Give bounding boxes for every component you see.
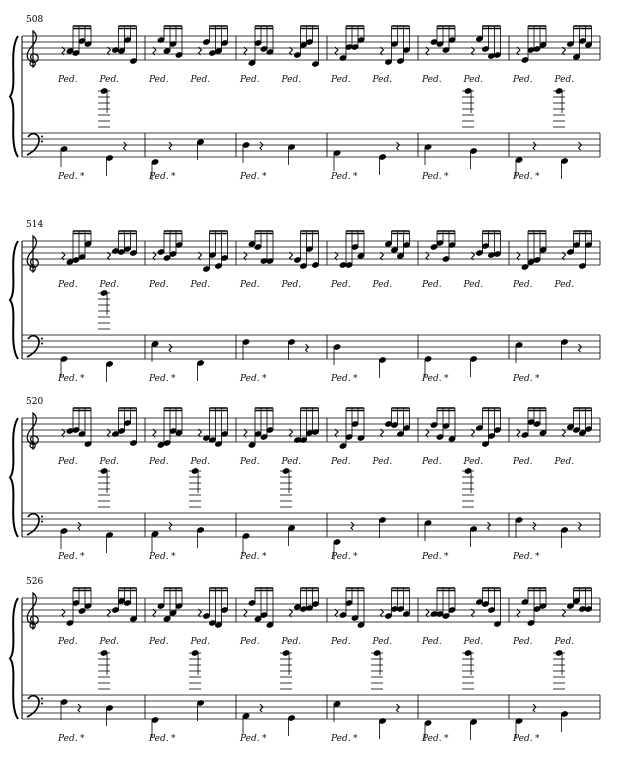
pedal-marking: Ped. xyxy=(240,374,260,384)
bass-clef-dot xyxy=(41,521,43,523)
pedal-marking: Ped. xyxy=(372,637,393,647)
pedal-release-mark: * xyxy=(80,734,85,744)
pedal-release-mark: * xyxy=(444,374,449,384)
pedal-release-mark: * xyxy=(80,172,85,182)
pedal-release-mark: * xyxy=(353,172,358,182)
pedal-marking: Ped. xyxy=(331,172,351,182)
pedal-marking: Ped. xyxy=(240,280,260,290)
bass-clef-dot xyxy=(41,698,43,700)
treble-clef-icon xyxy=(27,31,38,67)
pedal-release-mark: * xyxy=(353,374,358,384)
bass-clef-icon xyxy=(27,514,39,535)
bass-clef-dot xyxy=(41,338,43,340)
pedal-marking: Ped. xyxy=(281,280,302,290)
bass-clef-icon xyxy=(27,336,39,357)
pedal-marking: Ped. xyxy=(331,637,351,647)
pedal-release-mark: * xyxy=(80,374,85,384)
pedal-marking: Ped. xyxy=(149,552,169,562)
score-system xyxy=(10,15,600,182)
pedal-marking: Ped. xyxy=(513,734,533,744)
pedal-release-mark: * xyxy=(171,374,176,384)
pedal-marking: Ped. xyxy=(331,457,351,467)
bass-clef-dot xyxy=(41,343,43,345)
pedal-release-mark: * xyxy=(535,734,540,744)
pedal-marking: Ped. xyxy=(422,637,442,647)
pedal-marking: Ped. xyxy=(513,75,533,85)
rest-symbol xyxy=(124,142,127,150)
rest-symbol xyxy=(78,704,81,712)
grand-staff-brace xyxy=(10,241,18,359)
pedal-marking: Ped. xyxy=(99,457,120,467)
pedal-marking: Ped. xyxy=(331,75,351,85)
bass-clef-dot xyxy=(41,516,43,518)
measure-number: 514 xyxy=(26,220,44,230)
pedal-marking: Ped. xyxy=(422,734,442,744)
pedal-marking: Ped. xyxy=(422,280,442,290)
pedal-marking: Ped. xyxy=(463,637,484,647)
measure-number: 526 xyxy=(26,577,44,587)
pedal-marking: Ped. xyxy=(149,280,169,290)
rest-symbol xyxy=(78,522,81,530)
pedal-release-mark: * xyxy=(262,172,267,182)
grand-staff-brace xyxy=(10,36,18,157)
score-system xyxy=(10,220,600,384)
pedal-marking: Ped. xyxy=(240,172,260,182)
pedal-marking: Ped. xyxy=(58,75,78,85)
pedal-release-mark: * xyxy=(262,734,267,744)
rest-symbol xyxy=(533,522,536,530)
pedal-marking: Ped. xyxy=(422,552,442,562)
pedal-marking: Ped. xyxy=(240,734,260,744)
rest-symbol xyxy=(169,344,172,352)
grand-staff-brace xyxy=(10,418,18,537)
rest-symbol xyxy=(397,142,400,150)
pedal-marking: Ped. xyxy=(513,280,533,290)
bass-clef-dot xyxy=(41,136,43,138)
bass-staff xyxy=(22,335,600,359)
pedal-release-mark: * xyxy=(353,552,358,562)
pedal-release-mark: * xyxy=(262,552,267,562)
pedal-release-mark: * xyxy=(444,734,449,744)
pedal-release-mark: * xyxy=(171,172,176,182)
pedal-marking: Ped. xyxy=(554,280,575,290)
bass-clef-icon xyxy=(27,134,39,155)
pedal-release-mark: * xyxy=(353,734,358,744)
pedal-marking: Ped. xyxy=(331,734,351,744)
pedal-release-mark: * xyxy=(80,552,85,562)
pedal-marking: Ped. xyxy=(58,280,78,290)
pedal-marking: Ped. xyxy=(58,374,78,384)
pedal-marking: Ped. xyxy=(422,75,442,85)
pedal-marking: Ped. xyxy=(281,457,302,467)
score-system xyxy=(10,577,600,744)
pedal-marking: Ped. xyxy=(463,457,484,467)
pedal-marking: Ped. xyxy=(99,280,120,290)
pedal-marking: Ped. xyxy=(58,457,78,467)
pedal-release-mark: * xyxy=(171,552,176,562)
pedal-marking: Ped. xyxy=(240,75,260,85)
rest-symbol xyxy=(260,142,263,150)
pedal-marking: Ped. xyxy=(149,637,169,647)
treble-clef-icon xyxy=(27,593,38,629)
pedal-marking: Ped. xyxy=(149,734,169,744)
rest-symbol xyxy=(351,522,354,530)
pedal-marking: Ped. xyxy=(190,280,211,290)
pedal-marking: Ped. xyxy=(513,552,533,562)
rest-symbol xyxy=(579,142,582,150)
pedal-release-mark: * xyxy=(535,552,540,562)
pedal-marking: Ped. xyxy=(149,75,169,85)
pedal-marking: Ped. xyxy=(331,280,351,290)
grand-staff-brace xyxy=(10,598,18,719)
bass-clef-icon xyxy=(27,696,39,717)
bass-staff xyxy=(22,133,600,157)
pedal-marking: Ped. xyxy=(240,637,260,647)
pedal-marking: Ped. xyxy=(422,374,442,384)
pedal-marking: Ped. xyxy=(99,637,120,647)
pedal-release-mark: * xyxy=(535,374,540,384)
pedal-marking: Ped. xyxy=(240,552,260,562)
pedal-marking: Ped. xyxy=(422,172,442,182)
pedal-marking: Ped. xyxy=(422,457,442,467)
rest-symbol xyxy=(579,522,582,530)
pedal-marking: Ped. xyxy=(281,75,302,85)
pedal-marking: Ped. xyxy=(331,552,351,562)
rest-symbol xyxy=(260,704,263,712)
pedal-release-mark: * xyxy=(262,374,267,384)
rest-symbol xyxy=(306,344,309,352)
pedal-marking: Ped. xyxy=(554,75,575,85)
rest-symbol xyxy=(397,704,400,712)
pedal-marking: Ped. xyxy=(513,637,533,647)
pedal-marking: Ped. xyxy=(190,457,211,467)
pedal-release-mark: * xyxy=(444,172,449,182)
rest-symbol xyxy=(169,522,172,530)
rest-symbol xyxy=(579,344,582,352)
pedal-marking: Ped. xyxy=(149,457,169,467)
pedal-marking: Ped. xyxy=(58,734,78,744)
pedal-marking: Ped. xyxy=(190,75,211,85)
rest-symbol xyxy=(169,142,172,150)
rest-symbol xyxy=(533,142,536,150)
pedal-marking: Ped. xyxy=(149,172,169,182)
pedal-marking: Ped. xyxy=(58,552,78,562)
pedal-release-mark: * xyxy=(444,552,449,562)
bass-clef-dot xyxy=(41,141,43,143)
score-systems xyxy=(10,15,600,744)
pedal-marking: Ped. xyxy=(463,75,484,85)
bass-clef-dot xyxy=(41,703,43,705)
pedal-marking: Ped. xyxy=(513,457,533,467)
pedal-marking: Ped. xyxy=(513,374,533,384)
pedal-marking: Ped. xyxy=(513,172,533,182)
pedal-marking: Ped. xyxy=(58,172,78,182)
measure-number: 520 xyxy=(26,397,44,407)
pedal-marking: Ped. xyxy=(372,75,393,85)
pedal-marking: Ped. xyxy=(463,280,484,290)
rest-symbol xyxy=(488,522,491,530)
score-system xyxy=(10,397,600,562)
pedal-release-mark: * xyxy=(535,172,540,182)
measure-number: 508 xyxy=(26,15,44,25)
pedal-marking: Ped. xyxy=(372,457,393,467)
pedal-release-mark: * xyxy=(171,734,176,744)
rest-symbol xyxy=(533,704,536,712)
pedal-marking: Ped. xyxy=(372,280,393,290)
pedal-marking: Ped. xyxy=(331,374,351,384)
pedal-marking: Ped. xyxy=(281,637,302,647)
pedal-marking: Ped. xyxy=(58,637,78,647)
pedal-marking: Ped. xyxy=(149,374,169,384)
pedal-marking: Ped. xyxy=(99,75,120,85)
pedal-marking: Ped. xyxy=(554,457,575,467)
pedal-marking: Ped. xyxy=(554,637,575,647)
pedal-marking: Ped. xyxy=(190,637,211,647)
pedal-marking: Ped. xyxy=(240,457,260,467)
